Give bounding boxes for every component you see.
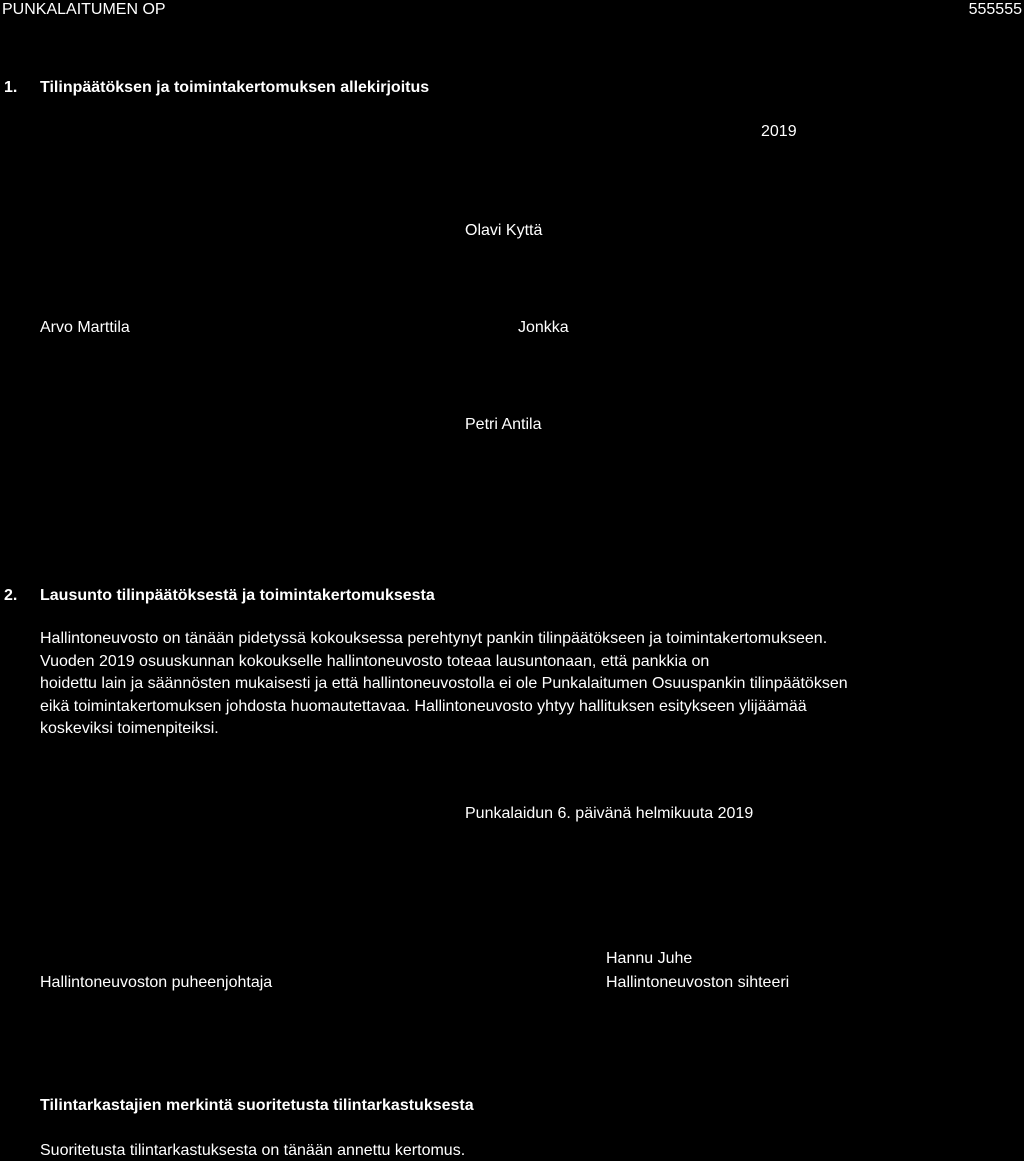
place-date: Punkalaidun 6. päivänä helmikuuta 2019	[465, 805, 754, 822]
signatory-name: Petri Antila	[465, 416, 542, 433]
signature-year: 2019	[761, 123, 797, 140]
section1-title: Tilinpäätöksen ja toimintakertomuksen allekirjoitus	[40, 79, 430, 96]
paragraph-line: eikä toimintakertomuksen johdosta huomautettavaa. Hallintoneuvosto yhtyy hallituksen esitykseen ylijäämää	[40, 697, 807, 715]
section2-title: Lausunto tilinpäätöksestä ja toimintakertomuksesta	[40, 587, 435, 604]
secretary-title: Hallintoneuvoston sihteeri	[606, 974, 790, 991]
signatory-name: Arvo Marttila	[40, 319, 130, 336]
chair-title: Hallintoneuvoston puheenjohtaja	[40, 974, 273, 991]
section2-number: 2.	[4, 587, 18, 604]
signatory-name: Jonkka	[518, 319, 569, 336]
paragraph-line: hoidettu lain ja säännösten mukaisesti ja että hallintoneuvostolla ei ole Punkalaitumen Osuuspankin tilinpäätöksen	[40, 675, 848, 692]
document-code: 555555	[968, 1, 1022, 18]
section1-number: 1.	[4, 79, 18, 96]
statement-paragraph	[40, 628, 1020, 741]
company-name: PUNKALAITUMEN OP	[2, 1, 166, 18]
audit-title: Tilintarkastajien merkintä suoritetusta tilintarkastuksesta	[40, 1097, 474, 1114]
paragraph-line: Hallintoneuvosto on tänään pidetyssä kokouksessa perehtynyt pankin tilinpäätökseen ja toimintakertomukseen.	[40, 630, 828, 647]
secretary-name: Hannu Juhe	[606, 950, 693, 967]
paragraph-line: koskeviksi toimenpiteiksi.	[40, 720, 219, 737]
audit-text: Suoritetusta tilintarkastuksesta on tänään annettu kertomus.	[40, 1142, 466, 1159]
signatory-name: Olavi Kyttä	[465, 222, 543, 239]
paragraph-line: Vuoden 2019 osuuskunnan kokoukselle hallintoneuvosto toteaa lausuntonaan, että pankkia on	[40, 652, 710, 670]
